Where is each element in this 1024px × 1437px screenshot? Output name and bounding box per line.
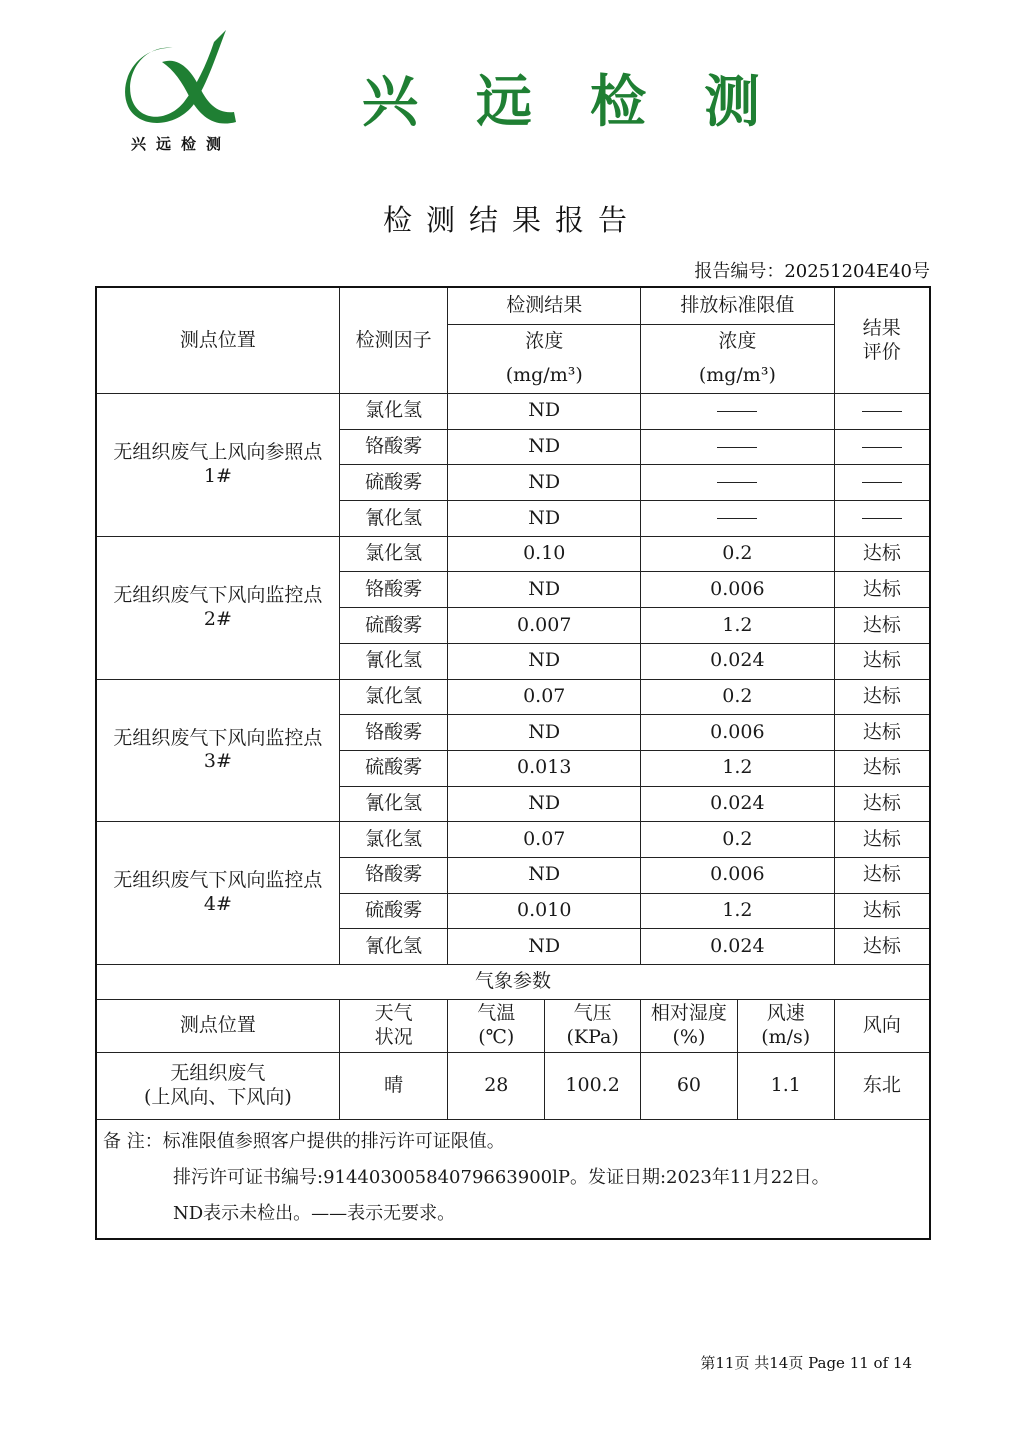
page-footer: 第11页 共14页 Page 11 of 14: [700, 1354, 912, 1372]
header-evaluation: 结果评价: [834, 287, 930, 394]
logo-caption: 兴远检测: [130, 135, 231, 153]
weather-header-temperature: 气温 (℃): [448, 1000, 545, 1053]
limit-cell: [641, 465, 835, 501]
factor-cell: 硫酸雾: [339, 893, 448, 929]
weather-condition: 晴: [339, 1053, 448, 1120]
data-rows: [96, 394, 930, 965]
limit-cell: 0.006: [641, 572, 835, 608]
evaluation-cell: 达标: [834, 822, 930, 858]
brand-name: 兴远检测: [362, 69, 818, 135]
evaluation-cell: [834, 501, 930, 537]
factor-cell: 氯化氢: [339, 822, 448, 858]
evaluation-cell: [834, 394, 930, 430]
factor-cell: 硫酸雾: [339, 465, 448, 501]
report-number: 报告编号：20251204E40号: [694, 261, 930, 282]
dash-mark: [717, 447, 757, 448]
table-row: [96, 394, 930, 430]
result-cell: ND: [448, 786, 641, 822]
factor-cell: 铬酸雾: [339, 715, 448, 751]
evaluation-cell: 达标: [834, 572, 930, 608]
limit-cell: 0.2: [641, 679, 835, 715]
result-cell: ND: [448, 429, 641, 465]
limit-cell: 0.006: [641, 715, 835, 751]
note-line-1: 备 注：标准限值参照客户提供的排污许可证限值。: [103, 1131, 505, 1152]
evaluation-cell: 达标: [834, 857, 930, 893]
evaluation-cell: 达标: [834, 679, 930, 715]
dash-mark: [862, 447, 902, 448]
factor-cell: 氯化氢: [339, 536, 448, 572]
result-cell: ND: [448, 643, 641, 679]
notes: [96, 1120, 930, 1240]
result-cell: ND: [448, 715, 641, 751]
logo-mark-icon: [122, 26, 240, 130]
limit-cell: 0.024: [641, 786, 835, 822]
factor-cell: 氰化氢: [339, 643, 448, 679]
factor-cell: 氰化氢: [339, 929, 448, 965]
dash-mark: [862, 411, 902, 412]
factor-cell: 氯化氢: [339, 679, 448, 715]
weather-pressure: 100.2: [545, 1053, 641, 1120]
result-cell: ND: [448, 572, 641, 608]
page-title: 检测结果报告: [382, 203, 641, 237]
result-cell: ND: [448, 394, 641, 430]
weather-humidity: 60: [641, 1053, 738, 1120]
limit-cell: 0.024: [641, 929, 835, 965]
factor-cell: 氯化氢: [339, 394, 448, 430]
evaluation-cell: 达标: [834, 608, 930, 644]
weather-temperature: 28: [448, 1053, 545, 1120]
note-line-3: ND表示未检出。——表示无要求。: [173, 1203, 456, 1224]
dash-mark: [717, 518, 757, 519]
result-cell: ND: [448, 465, 641, 501]
weather-wind-direction: 东北: [834, 1053, 930, 1120]
factor-cell: 铬酸雾: [339, 429, 448, 465]
result-cell: 0.010: [448, 893, 641, 929]
results-table: [95, 286, 931, 1240]
result-cell: ND: [448, 501, 641, 537]
company-logo: [122, 26, 240, 154]
evaluation-cell: 达标: [834, 929, 930, 965]
limit-cell: [641, 501, 835, 537]
weather-header-location: 测点位置: [96, 1000, 339, 1053]
weather-header-humidity: 相对湿度 (%): [641, 1000, 738, 1053]
group-location: 无组织废气下风向监控点 3#: [96, 679, 339, 822]
result-cell: 0.007: [448, 608, 641, 644]
header-limit: 排放标准限值: [641, 287, 835, 325]
weather-header-wind-direction: 风向: [834, 1000, 930, 1053]
factor-cell: 硫酸雾: [339, 750, 448, 786]
result-cell: 0.10: [448, 536, 641, 572]
evaluation-cell: 达标: [834, 786, 930, 822]
group-location: 无组织废气下风向监控点 4#: [96, 822, 339, 965]
weather-header-pressure: 气压 (KPa): [545, 1000, 641, 1053]
dash-mark: [862, 518, 902, 519]
limit-cell: 0.2: [641, 536, 835, 572]
weather-wind-speed: 1.1: [737, 1053, 834, 1120]
limit-cell: 1.2: [641, 608, 835, 644]
evaluation-cell: 达标: [834, 536, 930, 572]
factor-cell: 铬酸雾: [339, 857, 448, 893]
table-row: [96, 822, 930, 858]
header-limit-unit: (mg/m³): [641, 359, 835, 394]
table-row: [96, 679, 930, 715]
header-limit-concentration: 浓度: [641, 325, 835, 360]
group-location: 无组织废气上风向参照点 1#: [96, 394, 339, 537]
evaluation-cell: 达标: [834, 643, 930, 679]
group-location: 无组织废气下风向监控点 2#: [96, 536, 339, 679]
factor-cell: 硫酸雾: [339, 608, 448, 644]
result-cell: ND: [448, 929, 641, 965]
limit-cell: [641, 429, 835, 465]
limit-cell: 0.2: [641, 822, 835, 858]
header-result-unit: (mg/m³): [448, 359, 641, 394]
limit-cell: 0.006: [641, 857, 835, 893]
limit-cell: [641, 394, 835, 430]
result-cell: 0.07: [448, 679, 641, 715]
result-cell: 0.013: [448, 750, 641, 786]
dash-mark: [717, 411, 757, 412]
factor-cell: 氰化氢: [339, 501, 448, 537]
note-line-2: 排污许可证书编号:91440300584079663900lP。发证日期:2023年11月22日。: [173, 1167, 830, 1188]
weather-header-wind-speed: 风速 (m/s): [737, 1000, 834, 1053]
header-result: 检测结果: [448, 287, 641, 325]
factor-cell: 氰化氢: [339, 786, 448, 822]
table-row: [96, 536, 930, 572]
weather-location: 无组织废气 (上风向、下风向): [96, 1053, 339, 1120]
header-location: 测点位置: [96, 287, 339, 394]
evaluation-cell: 达标: [834, 715, 930, 751]
limit-cell: 0.024: [641, 643, 835, 679]
weather-title: 气象参数: [96, 965, 930, 1000]
evaluation-cell: 达标: [834, 750, 930, 786]
evaluation-cell: [834, 465, 930, 501]
result-cell: ND: [448, 857, 641, 893]
evaluation-cell: 达标: [834, 893, 930, 929]
factor-cell: 铬酸雾: [339, 572, 448, 608]
dash-mark: [717, 482, 757, 483]
header-factor: 检测因子: [339, 287, 448, 394]
result-cell: 0.07: [448, 822, 641, 858]
weather-header-condition: 天气 状况: [339, 1000, 448, 1053]
limit-cell: 1.2: [641, 750, 835, 786]
header-result-concentration: 浓度: [448, 325, 641, 360]
dash-mark: [862, 482, 902, 483]
evaluation-cell: [834, 429, 930, 465]
limit-cell: 1.2: [641, 893, 835, 929]
